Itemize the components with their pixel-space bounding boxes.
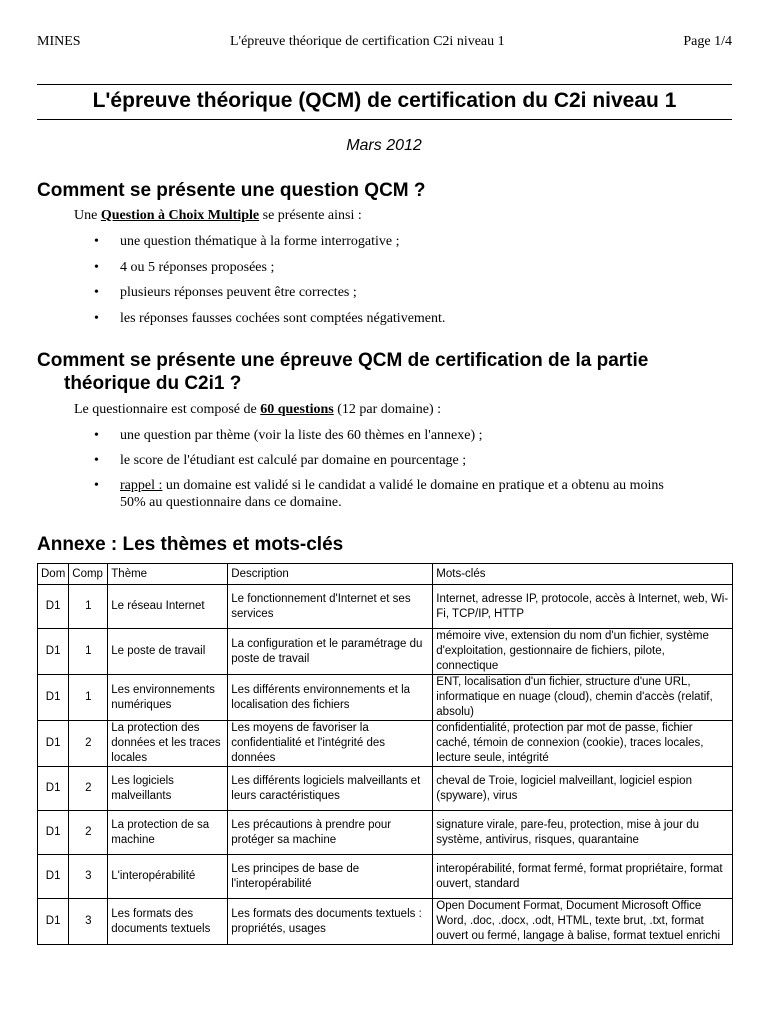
table-row <box>38 855 733 899</box>
title-box <box>37 84 732 120</box>
section1-intro-post: se présente ainsi : <box>259 208 362 223</box>
table-row <box>38 721 733 767</box>
cell-keywords: confidentialité, protection par mot de passe, fichier caché, témoin de connexion (cookie), traces locales, lecture seule, intégrité <box>433 721 733 767</box>
page-number: Page 1/4 <box>683 34 732 49</box>
annexe-heading: Annexe : Les thèmes et mots-clés <box>37 534 344 555</box>
cell-keywords: signature virale, pare-feu, protection, mise à jour du système, antivirus, risques, quarantaine <box>433 811 733 855</box>
list-item-text: le score de l'étudiant est calculé par domaine en pourcentage ; <box>120 453 467 468</box>
cell-keywords: interopérabilité, format fermé, format propriétaire, format ouvert, standard <box>433 855 733 899</box>
list-item-text: une question par thème (voir la liste des 60 thèmes en l'annexe) ; <box>120 428 483 443</box>
cell-comp: 1 <box>69 629 108 675</box>
header-center: L'épreuve théorique de certification C2i niveau 1 <box>230 34 505 49</box>
column-header-keywords: Mots-clés <box>433 564 733 585</box>
section1-heading: Comment se présente une question QCM ? <box>37 180 426 201</box>
list-item-text: 4 ou 5 réponses proposées ; <box>120 260 275 275</box>
cell-comp: 1 <box>69 675 108 721</box>
cell-theme: La protection des données et les traces locales <box>108 721 228 767</box>
section1-intro-pre: Une <box>74 208 101 223</box>
section1-intro <box>74 208 362 224</box>
running-header <box>37 34 732 54</box>
cell-description: La configuration et le paramétrage du poste de travail <box>228 629 433 675</box>
cell-theme: Le réseau Internet <box>108 585 228 629</box>
bullet-icon: • <box>94 285 99 300</box>
cell-description: Les formats des documents textuels : propriétés, usages <box>228 899 433 945</box>
cell-dom: D1 <box>38 767 69 811</box>
column-header-description: Description <box>228 564 433 585</box>
list-item-text: plusieurs réponses peuvent être correctes ; <box>120 285 357 300</box>
rappel-label: rappel : <box>120 478 163 493</box>
section1-intro-emphasis: Question à Choix Multiple <box>100 208 260 223</box>
section2-intro-post: (12 par domaine) : <box>333 402 442 417</box>
table-row <box>38 585 733 629</box>
cell-description: Le fonctionnement d'Internet et ses services <box>228 585 433 629</box>
bullet-icon: • <box>94 260 99 275</box>
cell-keywords: Open Document Format, Document Microsoft Office Word, .doc, .docx, .odt, HTML, texte brut, .txt, format ouvert ou fermé, langage à balise, format textuel enrichi <box>433 899 733 945</box>
section2-intro-emphasis: 60 questions <box>260 402 334 417</box>
rappel-line1 <box>120 478 664 494</box>
table-row <box>38 811 733 855</box>
cell-theme: Le poste de travail <box>108 629 228 675</box>
cell-description: Les différents logiciels malveillants et leurs caractéristiques <box>228 767 433 811</box>
section2-heading-line2: théorique du C2i1 ? <box>64 373 242 394</box>
cell-comp: 2 <box>69 767 108 811</box>
cell-description: Les principes de base de l'interopérabilité <box>228 855 433 899</box>
rappel-line2: 50% au questionnaire dans ce domaine. <box>120 495 342 510</box>
cell-comp: 3 <box>69 855 108 899</box>
header-left: MINES <box>37 34 81 49</box>
cell-comp: 2 <box>69 811 108 855</box>
cell-dom: D1 <box>38 811 69 855</box>
table-row <box>38 767 733 811</box>
table-header-row <box>38 564 733 585</box>
cell-theme: Les environnements numériques <box>108 675 228 721</box>
column-header-dom: Dom <box>38 564 69 585</box>
list-item-text: les réponses fausses cochées sont comptées négativement. <box>120 311 446 326</box>
bullet-icon: • <box>94 428 99 443</box>
themes-table <box>37 563 733 945</box>
cell-dom: D1 <box>38 629 69 675</box>
document-date: Mars 2012 <box>346 137 422 154</box>
bullet-icon: • <box>94 234 99 249</box>
cell-keywords: ENT, localisation d'un fichier, structure d'une URL, informatique en nuage (cloud), chemin d'accès (relatif, absolu) <box>433 675 733 721</box>
bullet-icon: • <box>94 478 99 493</box>
section2-heading <box>37 349 747 395</box>
cell-dom: D1 <box>38 585 69 629</box>
bullet-icon: • <box>94 453 99 468</box>
cell-theme: Les logiciels malveillants <box>108 767 228 811</box>
page-title: L'épreuve théorique (QCM) de certification du C2i niveau 1 <box>92 89 677 112</box>
cell-dom: D1 <box>38 899 69 945</box>
cell-keywords: cheval de Troie, logiciel malveillant, logiciel espion (spyware), virus <box>433 767 733 811</box>
cell-description: Les différents environnements et la localisation des fichiers <box>228 675 433 721</box>
table-row <box>38 629 733 675</box>
cell-comp: 3 <box>69 899 108 945</box>
list-item-text: une question thématique à la forme interrogative ; <box>120 234 400 249</box>
cell-description: Les moyens de favoriser la confidentialité et l'intégrité des données <box>228 721 433 767</box>
table-row <box>38 899 733 945</box>
cell-theme: L'interopérabilité <box>108 855 228 899</box>
column-header-comp: Comp <box>69 564 108 585</box>
table-row <box>38 675 733 721</box>
section2-heading-line1: Comment se présente une épreuve QCM de certification de la partie <box>37 350 649 371</box>
cell-theme: Les formats des documents textuels <box>108 899 228 945</box>
rappel-text: un domaine est validé si le candidat a validé le domaine en pratique et a obtenu au moins <box>162 478 664 493</box>
bullet-icon: • <box>94 311 99 326</box>
cell-dom: D1 <box>38 721 69 767</box>
column-header-theme: Thème <box>108 564 228 585</box>
cell-comp: 1 <box>69 585 108 629</box>
cell-keywords: mémoire vive, extension du nom d'un fichier, système d'exploitation, gestionnaire de fichiers, pilote, connectique <box>433 629 733 675</box>
cell-dom: D1 <box>38 855 69 899</box>
cell-description: Les précautions à prendre pour protéger sa machine <box>228 811 433 855</box>
cell-comp: 2 <box>69 721 108 767</box>
cell-theme: La protection de sa machine <box>108 811 228 855</box>
section2-intro <box>74 402 441 418</box>
cell-dom: D1 <box>38 675 69 721</box>
section2-intro-pre: Le questionnaire est composé de <box>74 402 261 417</box>
cell-keywords: Internet, adresse IP, protocole, accès à Internet, web, Wi-Fi, TCP/IP, HTTP <box>433 585 733 629</box>
